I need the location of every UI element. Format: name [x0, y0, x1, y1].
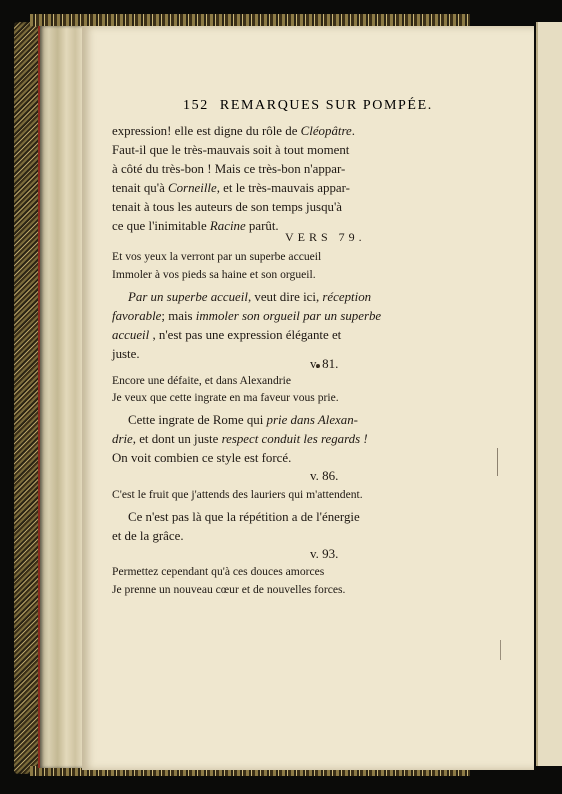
text-line: accueil , n'est pas une expression élégante et — [112, 328, 342, 342]
text-line: et de la grâce. — [112, 529, 184, 543]
text-line: drie, et dont un juste respect conduit les regards ! — [112, 432, 368, 446]
facing-page-edge — [536, 22, 562, 766]
running-title: REMARQUES SUR POMPÉE. — [219, 98, 433, 113]
text-line: ce que l'inimitable Racine parût. — [112, 219, 279, 233]
book-binding-top — [30, 14, 470, 26]
verse-heading: v. 93. — [310, 546, 339, 561]
verse-line: Et vos yeux la verront par un superbe accueil — [112, 250, 322, 263]
verse-heading: v. 81. — [310, 356, 339, 371]
margin-mark-lower — [500, 640, 501, 660]
verse-line: Encore une défaite, et dans Alexandrie — [112, 374, 291, 387]
text-line: On voit combien ce style est forcé. — [112, 451, 292, 465]
text-line: Cette ingrate de Rome qui prie dans Alexan- — [128, 413, 358, 427]
margin-mark — [497, 448, 498, 476]
text-line: à côté du très-bon ! Mais ce très-bon n'appar- — [112, 162, 346, 176]
text-line: Faut-il que le très-mauvais soit à tout moment — [112, 143, 350, 157]
running-header — [183, 98, 543, 114]
verse-line: Je veux que cette ingrate en ma faveur vous prie. — [112, 391, 339, 404]
text-line: Ce n'est pas là que la répétition a de l'énergie — [128, 510, 360, 524]
text-line: Par un superbe accueil, veut dire ici, réception — [128, 290, 372, 304]
verse-line: C'est le fruit que j'attends des lauriers qui m'attendent. — [112, 488, 363, 501]
verse-heading: VERS 79. — [285, 230, 366, 244]
verse-line: Je prenne un nouveau cœur et de nouvelles forces. — [112, 583, 346, 596]
page-edges-stack — [40, 26, 84, 768]
text-line: tenait qu'à Corneille, et le très-mauvais appar- — [112, 181, 350, 195]
verse-line: Immoler à vos pieds sa haine et son orgueil. — [112, 268, 316, 281]
text-line: expression! elle est digne du rôle de Cléopâtre. — [112, 124, 355, 138]
text-line: juste. — [112, 347, 140, 361]
text-line: tenait à tous les auteurs de son temps jusqu'à — [112, 200, 343, 214]
verse-line: Permettez cependant qu'à ces douces amorces — [112, 565, 325, 578]
page-number: 152 — [183, 98, 209, 113]
verse-heading: v. 86. — [310, 468, 339, 483]
text-line: favorable; mais immoler son orgueil par un superbe — [112, 309, 382, 323]
